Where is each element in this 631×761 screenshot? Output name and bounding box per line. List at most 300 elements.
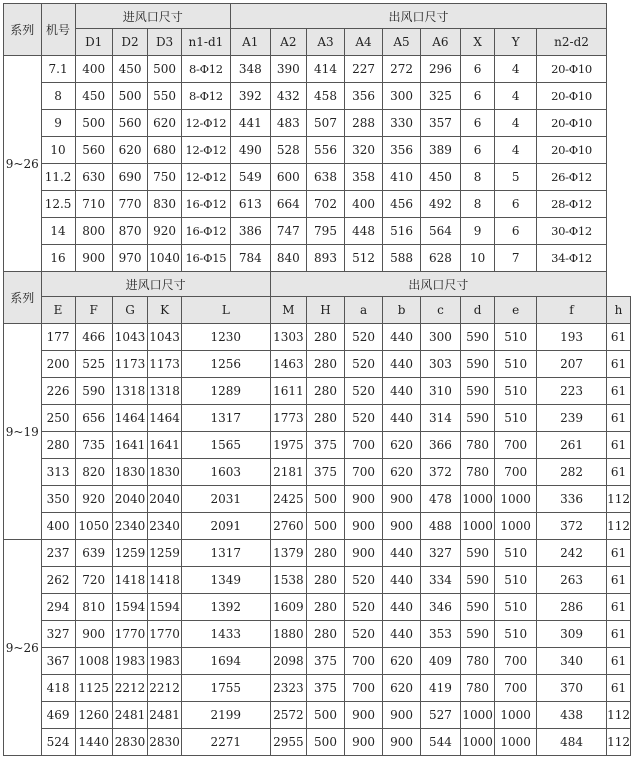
- table-cell: 510: [495, 567, 537, 594]
- table-cell: 294: [41, 594, 75, 621]
- table-cell: 590: [460, 621, 495, 648]
- table-cell: 7: [495, 245, 537, 272]
- table-cell: 1594: [148, 594, 182, 621]
- table1-row: [4, 245, 631, 272]
- table-cell: 590: [75, 378, 112, 405]
- table2-header-row-2: [4, 297, 631, 324]
- table-cell: 20-Φ10: [536, 110, 606, 137]
- table-cell: 16-Φ12: [181, 218, 230, 245]
- table-cell: 450: [75, 83, 112, 110]
- table1-row: [4, 110, 631, 137]
- table1-col-header: A6: [421, 29, 461, 56]
- table-cell: 638: [307, 164, 345, 191]
- table-cell: 227: [345, 56, 383, 83]
- table-cell: 353: [421, 621, 461, 648]
- table-cell: 1349: [181, 567, 270, 594]
- table-cell: 296: [421, 56, 461, 83]
- table-cell: 720: [75, 567, 112, 594]
- table-cell: 784: [230, 245, 270, 272]
- table-cell: 900: [383, 513, 421, 540]
- table2-row: [4, 648, 631, 675]
- table1-row: [4, 164, 631, 191]
- table-cell: 970: [112, 245, 147, 272]
- table-cell: 6: [460, 110, 495, 137]
- table2-col-header: K: [148, 297, 182, 324]
- table-cell: 1641: [112, 432, 147, 459]
- table-cell: 520: [345, 594, 383, 621]
- table-cell: 392: [230, 83, 270, 110]
- table-cell: 327: [41, 621, 75, 648]
- table-cell: 1418: [148, 567, 182, 594]
- table-cell: 30-Φ12: [536, 218, 606, 245]
- table-cell: 524: [41, 729, 75, 756]
- table-cell: 440: [383, 405, 421, 432]
- table-cell: 510: [495, 351, 537, 378]
- table1-header-row-1: [4, 4, 631, 29]
- table2-row: [4, 324, 631, 351]
- table1-col-header: D1: [75, 29, 112, 56]
- table-cell: 900: [345, 513, 383, 540]
- table2-row: [4, 378, 631, 405]
- table-cell: 1379: [270, 540, 306, 567]
- table2-col-header: a: [345, 297, 383, 324]
- table-cell: 9: [460, 218, 495, 245]
- table-cell: 61: [607, 351, 631, 378]
- table-cell: 780: [460, 459, 495, 486]
- table-cell: 441: [230, 110, 270, 137]
- table-cell: 280: [307, 594, 345, 621]
- table-cell: 440: [383, 378, 421, 405]
- table-cell: 418: [41, 675, 75, 702]
- table-cell: 272: [383, 56, 421, 83]
- table-cell: 2091: [181, 513, 270, 540]
- table2-col-header: H: [307, 297, 345, 324]
- table2-row: [4, 729, 631, 756]
- table-cell: 263: [536, 567, 606, 594]
- table1-col-header: A1: [230, 29, 270, 56]
- table-cell: 1043: [112, 324, 147, 351]
- table-cell: 2040: [112, 486, 147, 513]
- table-cell: 356: [383, 137, 421, 164]
- table1-col-header: A5: [383, 29, 421, 56]
- table-cell: 527: [421, 702, 461, 729]
- table-cell: 386: [230, 218, 270, 245]
- table-cell: 61: [607, 324, 631, 351]
- table-cell: 1565: [181, 432, 270, 459]
- table-cell: 61: [607, 459, 631, 486]
- table-cell: 1641: [148, 432, 182, 459]
- table-cell: 702: [307, 191, 345, 218]
- table2-row: [4, 486, 631, 513]
- table-cell: 510: [495, 594, 537, 621]
- table-cell: 1830: [112, 459, 147, 486]
- table2-row: [4, 459, 631, 486]
- table-cell: 346: [421, 594, 461, 621]
- table-cell: 1173: [148, 351, 182, 378]
- table-cell: 1000: [495, 513, 537, 540]
- table2-row: [4, 594, 631, 621]
- table-cell: 1418: [112, 567, 147, 594]
- table1-outlet-group-header: 出风口尺寸: [230, 4, 606, 29]
- table1-col-header: n2-d2: [536, 29, 606, 56]
- table-cell: 780: [460, 675, 495, 702]
- table-cell: 8: [460, 191, 495, 218]
- table-cell: 680: [148, 137, 182, 164]
- table-cell: 325: [421, 83, 461, 110]
- table-cell: 303: [421, 351, 461, 378]
- table-cell: 2955: [270, 729, 306, 756]
- table-cell: 438: [536, 702, 606, 729]
- table-cell: 2830: [112, 729, 147, 756]
- table-cell: 2040: [148, 486, 182, 513]
- table-cell: 2031: [181, 486, 270, 513]
- table2-series-header: 系列: [4, 272, 42, 324]
- table2-col-header: F: [75, 297, 112, 324]
- table2-outlet-group-header: 出风口尺寸: [270, 272, 606, 297]
- table-cell: 469: [41, 702, 75, 729]
- table-cell: 900: [345, 486, 383, 513]
- table1-row: [4, 56, 631, 83]
- table-cell: 456: [383, 191, 421, 218]
- table-cell: 1289: [181, 378, 270, 405]
- table-cell: 1317: [181, 540, 270, 567]
- table-cell: 440: [383, 351, 421, 378]
- table2-col-header: M: [270, 297, 306, 324]
- table-cell: 409: [421, 648, 461, 675]
- table-cell: 1303: [270, 324, 306, 351]
- table-cell: 700: [345, 648, 383, 675]
- table-cell: 226: [41, 378, 75, 405]
- table-cell: 1125: [75, 675, 112, 702]
- table-cell: 500: [307, 513, 345, 540]
- table-cell: 1000: [460, 729, 495, 756]
- table-cell: 350: [41, 486, 75, 513]
- table-cell: 280: [307, 621, 345, 648]
- table1-row: [4, 218, 631, 245]
- table-cell: 207: [536, 351, 606, 378]
- table-cell: 200: [41, 351, 75, 378]
- table-cell: 1773: [270, 405, 306, 432]
- table2-col-header: b: [383, 297, 421, 324]
- table2-col-header: E: [41, 297, 75, 324]
- table-cell: 2340: [112, 513, 147, 540]
- table-cell: 112: [607, 486, 631, 513]
- table2-row: [4, 513, 631, 540]
- table-cell: 620: [112, 137, 147, 164]
- table-cell: 510: [495, 405, 537, 432]
- table-cell: 4: [495, 56, 537, 83]
- table-cell: 390: [270, 56, 306, 83]
- table-cell: 900: [345, 702, 383, 729]
- table-cell: 747: [270, 218, 306, 245]
- table-cell: 900: [383, 729, 421, 756]
- table2-col-header: f: [536, 297, 606, 324]
- table-cell: 900: [345, 540, 383, 567]
- table-cell: 1259: [112, 540, 147, 567]
- table-cell: 1538: [270, 567, 306, 594]
- table-cell: 628: [421, 245, 461, 272]
- table-cell: 500: [307, 702, 345, 729]
- table-cell: 920: [148, 218, 182, 245]
- table-cell: 193: [536, 324, 606, 351]
- table1-col-header: Y: [495, 29, 537, 56]
- table-cell: 1880: [270, 621, 306, 648]
- table-cell: 177: [41, 324, 75, 351]
- table-cell: 280: [41, 432, 75, 459]
- table-cell: 590: [460, 567, 495, 594]
- table-cell: 400: [345, 191, 383, 218]
- table-cell: 2481: [148, 702, 182, 729]
- table-cell: 492: [421, 191, 461, 218]
- table-cell: 1008: [75, 648, 112, 675]
- table-cell: 1318: [148, 378, 182, 405]
- table-cell: 327: [421, 540, 461, 567]
- table1-series-cell: 9~26: [4, 56, 42, 272]
- table-cell: 770: [112, 191, 147, 218]
- table2-col-header: c: [421, 297, 461, 324]
- table-cell: 34-Φ12: [536, 245, 606, 272]
- table-cell: 348: [230, 56, 270, 83]
- table-cell: 367: [41, 648, 75, 675]
- table-cell: 560: [112, 110, 147, 137]
- table-cell: 1000: [460, 702, 495, 729]
- table-cell: 900: [75, 621, 112, 648]
- table-cell: 356: [345, 83, 383, 110]
- table-cell: 1000: [460, 513, 495, 540]
- table-cell: 239: [536, 405, 606, 432]
- table-cell: 520: [345, 621, 383, 648]
- table-cell: 112: [607, 513, 631, 540]
- table-cell: 620: [383, 459, 421, 486]
- table1-col-header: D2: [112, 29, 147, 56]
- table2-row: [4, 567, 631, 594]
- table-cell: 375: [307, 459, 345, 486]
- table2-row: [4, 675, 631, 702]
- table-cell: 700: [345, 432, 383, 459]
- table-cell: 61: [607, 405, 631, 432]
- table-cell: 419: [421, 675, 461, 702]
- table-cell: 440: [383, 594, 421, 621]
- table-cell: 414: [307, 56, 345, 83]
- table-cell: 520: [345, 405, 383, 432]
- table-cell: 1256: [181, 351, 270, 378]
- table-cell: 2199: [181, 702, 270, 729]
- table-cell: 9: [41, 110, 75, 137]
- table-cell: 112: [607, 729, 631, 756]
- table-cell: 375: [307, 675, 345, 702]
- table-cell: 366: [421, 432, 461, 459]
- table-cell: 12-Φ12: [181, 137, 230, 164]
- table-cell: 11.2: [41, 164, 75, 191]
- table-cell: 288: [345, 110, 383, 137]
- table-cell: 490: [230, 137, 270, 164]
- table-cell: 550: [148, 83, 182, 110]
- table2-row: [4, 540, 631, 567]
- table-cell: 450: [112, 56, 147, 83]
- table-cell: 2572: [270, 702, 306, 729]
- table-cell: 6: [460, 137, 495, 164]
- table2-header-row-1: [4, 272, 631, 297]
- table-cell: 8: [41, 83, 75, 110]
- table-cell: 340: [536, 648, 606, 675]
- table1-inlet-group-header: 进风口尺寸: [75, 4, 230, 29]
- table2-row: [4, 702, 631, 729]
- table-cell: 520: [345, 324, 383, 351]
- table-cell: 2481: [112, 702, 147, 729]
- table-cell: 237: [41, 540, 75, 567]
- table-cell: 544: [421, 729, 461, 756]
- table-cell: 61: [607, 567, 631, 594]
- table1-header-row-2: [4, 29, 631, 56]
- table-cell: 2212: [112, 675, 147, 702]
- table-cell: 870: [112, 218, 147, 245]
- table-cell: 61: [607, 540, 631, 567]
- table-cell: 510: [495, 324, 537, 351]
- table-cell: 590: [460, 351, 495, 378]
- table-cell: 590: [460, 324, 495, 351]
- table-cell: 560: [75, 137, 112, 164]
- table-cell: 564: [421, 218, 461, 245]
- table-cell: 8: [460, 164, 495, 191]
- table-cell: 280: [307, 378, 345, 405]
- table-cell: 700: [495, 675, 537, 702]
- table-cell: 700: [345, 675, 383, 702]
- table-cell: 2760: [270, 513, 306, 540]
- table-cell: 261: [536, 432, 606, 459]
- table-cell: 358: [345, 164, 383, 191]
- table-cell: 525: [75, 351, 112, 378]
- table-cell: 510: [495, 540, 537, 567]
- table-cell: 250: [41, 405, 75, 432]
- table-cell: 590: [460, 378, 495, 405]
- table-cell: 280: [307, 405, 345, 432]
- table-cell: 400: [41, 513, 75, 540]
- table-cell: 900: [345, 729, 383, 756]
- table-cell: 1463: [270, 351, 306, 378]
- table-cell: 900: [75, 245, 112, 272]
- table-cell: 61: [607, 648, 631, 675]
- table-cell: 448: [345, 218, 383, 245]
- table-cell: 664: [270, 191, 306, 218]
- table-cell: 1594: [112, 594, 147, 621]
- table-cell: 6: [460, 56, 495, 83]
- table-cell: 242: [536, 540, 606, 567]
- table-cell: 1050: [75, 513, 112, 540]
- table-cell: 7.1: [41, 56, 75, 83]
- table-cell: 300: [383, 83, 421, 110]
- table-cell: 1000: [495, 729, 537, 756]
- table1-col-header: D3: [148, 29, 182, 56]
- table2-col-header: h: [607, 297, 631, 324]
- table-cell: 588: [383, 245, 421, 272]
- table-cell: 1317: [181, 405, 270, 432]
- table-cell: 1975: [270, 432, 306, 459]
- table-cell: 920: [75, 486, 112, 513]
- table-cell: 1318: [112, 378, 147, 405]
- table-cell: 500: [307, 486, 345, 513]
- table-cell: 500: [307, 729, 345, 756]
- table-cell: 280: [307, 567, 345, 594]
- table-cell: 750: [148, 164, 182, 191]
- table-cell: 12.5: [41, 191, 75, 218]
- table-cell: 590: [460, 540, 495, 567]
- table2-inlet-group-header: 进风口尺寸: [41, 272, 270, 297]
- table-cell: 8-Φ12: [181, 56, 230, 83]
- table-cell: 893: [307, 245, 345, 272]
- table-cell: 700: [345, 459, 383, 486]
- table-cell: 520: [345, 567, 383, 594]
- table-cell: 309: [536, 621, 606, 648]
- table-cell: 20-Φ10: [536, 56, 606, 83]
- table-cell: 549: [230, 164, 270, 191]
- table-cell: 370: [536, 675, 606, 702]
- table-cell: 1611: [270, 378, 306, 405]
- table-cell: 620: [383, 432, 421, 459]
- table-cell: 1770: [148, 621, 182, 648]
- table-cell: 630: [75, 164, 112, 191]
- table-cell: 500: [112, 83, 147, 110]
- table-cell: 840: [270, 245, 306, 272]
- table-cell: 2340: [148, 513, 182, 540]
- table-cell: 4: [495, 137, 537, 164]
- table-cell: 780: [460, 432, 495, 459]
- table2-row: [4, 351, 631, 378]
- fan-dimension-table: [3, 3, 631, 756]
- table-cell: 1433: [181, 621, 270, 648]
- table-cell: 484: [536, 729, 606, 756]
- table1-col-header: X: [460, 29, 495, 56]
- table-cell: 458: [307, 83, 345, 110]
- table-cell: 556: [307, 137, 345, 164]
- table-cell: 10: [41, 137, 75, 164]
- table-cell: 440: [383, 567, 421, 594]
- table-cell: 700: [495, 432, 537, 459]
- table-cell: 375: [307, 648, 345, 675]
- table-cell: 800: [75, 218, 112, 245]
- table-cell: 16-Φ15: [181, 245, 230, 272]
- table-cell: 516: [383, 218, 421, 245]
- table2-col-header: e: [495, 297, 537, 324]
- table-cell: 1464: [112, 405, 147, 432]
- table-cell: 1603: [181, 459, 270, 486]
- table-cell: 313: [41, 459, 75, 486]
- table-cell: 1755: [181, 675, 270, 702]
- table-cell: 810: [75, 594, 112, 621]
- table-cell: 450: [421, 164, 461, 191]
- table-cell: 1983: [112, 648, 147, 675]
- table-cell: 334: [421, 567, 461, 594]
- table-cell: 1043: [148, 324, 182, 351]
- table2-series-cell: 9~26: [4, 540, 42, 756]
- table-cell: 440: [383, 621, 421, 648]
- table-cell: 1392: [181, 594, 270, 621]
- table-cell: 500: [148, 56, 182, 83]
- table2-row: [4, 432, 631, 459]
- table-cell: 26-Φ12: [536, 164, 606, 191]
- table-cell: 590: [460, 594, 495, 621]
- table-cell: 300: [421, 324, 461, 351]
- table-cell: 282: [536, 459, 606, 486]
- table-cell: 510: [495, 378, 537, 405]
- table-cell: 520: [345, 378, 383, 405]
- table1-row: [4, 191, 631, 218]
- table-cell: 372: [536, 513, 606, 540]
- table-cell: 1830: [148, 459, 182, 486]
- table-cell: 400: [75, 56, 112, 83]
- table-cell: 20-Φ10: [536, 137, 606, 164]
- table-cell: 528: [270, 137, 306, 164]
- table1-row: [4, 83, 631, 110]
